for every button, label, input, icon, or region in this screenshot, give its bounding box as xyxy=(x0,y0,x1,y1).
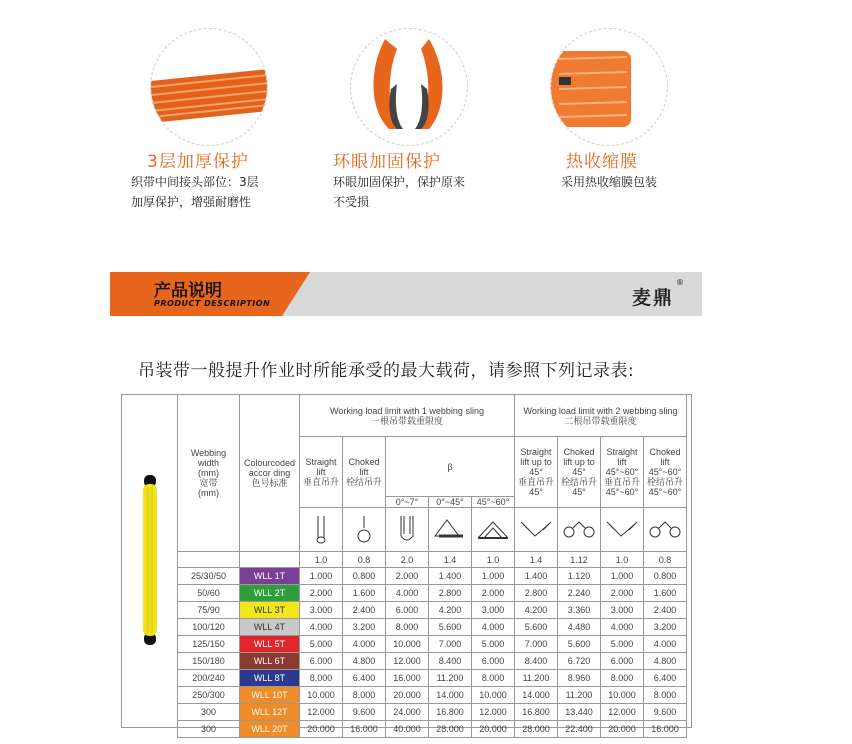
load-value-cell: 4.000 xyxy=(472,619,515,636)
load-value-cell: 12.000 xyxy=(300,704,343,721)
table-row xyxy=(178,721,687,738)
sling-icon xyxy=(140,475,160,645)
load-value-cell: 5.600 xyxy=(515,619,558,636)
factor-cell: 1.0 xyxy=(601,552,644,568)
factor-cell: 1.0 xyxy=(300,552,343,568)
factor-blank xyxy=(240,552,300,568)
load-value-cell: 6.000 xyxy=(300,653,343,670)
colour-code-cell: WLL 8T xyxy=(240,670,300,687)
load-value-cell: 10.000 xyxy=(601,687,644,704)
load-value-cell: 16.800 xyxy=(515,704,558,721)
load-value-cell: 5.000 xyxy=(472,636,515,653)
load-value-cell: 6.000 xyxy=(386,602,429,619)
load-value-cell: 4.000 xyxy=(343,636,386,653)
product-description-banner xyxy=(110,272,702,316)
col-colour-header: Colourcoded accor ding 色号标准 xyxy=(240,395,300,552)
load-value-cell: 8.400 xyxy=(515,653,558,670)
load-value-cell: 1.600 xyxy=(343,585,386,602)
width-cell: 125/150 xyxy=(178,636,240,653)
beta-angle-2: 0°~45° xyxy=(429,497,472,508)
h2-choked60: Choked lift 45°~60° 栓结吊升 45°~60° xyxy=(644,437,687,508)
colour-code-cell: WLL 3T xyxy=(240,602,300,619)
h-straight: Straight lift 垂直吊升 xyxy=(300,437,343,508)
load-value-cell: 6.400 xyxy=(644,670,687,687)
group2-header: Working load limit with 2 webbing sling 二根吊带载重限度 xyxy=(515,395,687,437)
load-value-cell: 0.800 xyxy=(644,568,687,585)
factor-cell: 0.8 xyxy=(644,552,687,568)
eye-loop-icon xyxy=(351,29,468,146)
banner-title: 产品说明 xyxy=(154,281,222,301)
diagram-2-choked45-icon xyxy=(558,508,601,552)
banner-subtitle: PRODUCT DESCRIPTION xyxy=(154,299,271,308)
load-value-cell: 10.000 xyxy=(472,687,515,704)
load-value-cell: 6.000 xyxy=(601,653,644,670)
factor-cell: 1.4 xyxy=(429,552,472,568)
load-value-cell: 16.000 xyxy=(343,721,386,738)
load-value-cell: 5.000 xyxy=(601,636,644,653)
factor-cell: 1.12 xyxy=(558,552,601,568)
load-value-cell: 8.000 xyxy=(343,687,386,704)
factor-cell: 1.4 xyxy=(515,552,558,568)
width-cell: 300 xyxy=(178,704,240,721)
h2-straight45: Straight lift up to 45° 垂直吊升 45° xyxy=(515,437,558,508)
width-cell: 150/180 xyxy=(178,653,240,670)
h2-straight60: Straight lift 45°~60° 垂直吊升 45°~60° xyxy=(601,437,644,508)
load-value-cell: 16.800 xyxy=(429,704,472,721)
load-value-cell: 1.000 xyxy=(300,568,343,585)
colour-code-cell: WLL 4T xyxy=(240,619,300,636)
feature-3-title: 热收缩膜 xyxy=(566,152,638,172)
width-cell: 200/240 xyxy=(178,670,240,687)
diagram-choked-icon xyxy=(343,508,386,552)
load-value-cell: 11.200 xyxy=(429,670,472,687)
table-row xyxy=(178,670,687,687)
load-value-cell: 2.000 xyxy=(386,568,429,585)
width-cell: 75/90 xyxy=(178,602,240,619)
diagram-2-straight60-icon xyxy=(601,508,644,552)
brand-name: 麦鼎 xyxy=(631,287,674,309)
width-cell: 25/30/50 xyxy=(178,568,240,585)
load-value-cell: 6.720 xyxy=(558,653,601,670)
load-value-cell: 1.400 xyxy=(515,568,558,585)
table-row xyxy=(178,653,687,670)
diagram-basket60-icon xyxy=(472,508,515,552)
load-value-cell: 4.800 xyxy=(644,653,687,670)
load-value-cell: 2.000 xyxy=(300,585,343,602)
diagram-2-straight45-icon xyxy=(515,508,558,552)
load-value-cell: 9.600 xyxy=(644,704,687,721)
load-value-cell: 2.400 xyxy=(644,602,687,619)
width-cell: 50/60 xyxy=(178,585,240,602)
load-value-cell: 8.000 xyxy=(472,670,515,687)
load-value-cell: 28.000 xyxy=(515,721,558,738)
load-value-cell: 12.000 xyxy=(386,653,429,670)
feature-2-title: 环眼加固保护 xyxy=(333,152,441,172)
feature-1-title: 3层加厚保护 xyxy=(147,152,249,172)
load-value-cell: 8.960 xyxy=(558,670,601,687)
load-value-cell: 2.240 xyxy=(558,585,601,602)
table-row xyxy=(178,619,687,636)
intro-text: 吊装带一般提升作业时所能承受的最大载荷，请参照下列记录表: xyxy=(138,361,635,381)
load-value-cell: 11.200 xyxy=(558,687,601,704)
load-value-cell: 3.200 xyxy=(343,619,386,636)
table-row xyxy=(178,602,687,619)
h-choked: Choked lift 栓结吊升 xyxy=(343,437,386,508)
beta-angle-3: 45°~60° xyxy=(472,497,515,508)
load-value-cell: 20.000 xyxy=(300,721,343,738)
load-value-cell: 2.800 xyxy=(515,585,558,602)
load-value-cell: 22.400 xyxy=(558,721,601,738)
factor-cell: 2.0 xyxy=(386,552,429,568)
width-cell: 300 xyxy=(178,721,240,738)
load-value-cell: 4.480 xyxy=(558,619,601,636)
feature-3-desc: 采用热收缩膜包装 xyxy=(561,175,658,189)
load-value-cell: 2.000 xyxy=(601,585,644,602)
package-image xyxy=(550,28,668,146)
table-row xyxy=(178,585,687,602)
load-value-cell: 1.000 xyxy=(472,568,515,585)
colour-code-cell: WLL 12T xyxy=(240,704,300,721)
load-value-cell: 6.400 xyxy=(343,670,386,687)
load-value-cell: 10.000 xyxy=(300,687,343,704)
load-value-cell: 3.000 xyxy=(472,602,515,619)
webbing-image xyxy=(150,28,268,146)
load-value-cell: 10.000 xyxy=(386,636,429,653)
load-value-cell: 24.000 xyxy=(386,704,429,721)
table-row xyxy=(178,687,687,704)
table-row xyxy=(178,704,687,721)
load-value-cell: 16.000 xyxy=(386,670,429,687)
load-value-cell: 20.000 xyxy=(601,721,644,738)
diagram-straight-icon xyxy=(300,508,343,552)
colour-code-cell: WLL 10T xyxy=(240,687,300,704)
colour-code-cell: WLL 1T xyxy=(240,568,300,585)
load-table xyxy=(177,394,687,738)
beta-angle-1: 0°~7° xyxy=(386,497,429,508)
feature-1-desc: 织带中间接头部位：3层 加厚保护，增强耐磨性 xyxy=(131,175,259,209)
width-cell: 100/120 xyxy=(178,619,240,636)
load-value-cell: 12.000 xyxy=(601,704,644,721)
load-value-cell: 13.440 xyxy=(558,704,601,721)
eye-loop-image xyxy=(350,28,468,146)
load-value-cell: 7.000 xyxy=(515,636,558,653)
load-value-cell: 2.400 xyxy=(343,602,386,619)
load-value-cell: 1.000 xyxy=(601,568,644,585)
factor-cell: 1.0 xyxy=(472,552,515,568)
load-value-cell: 3.360 xyxy=(558,602,601,619)
webbing-icon xyxy=(151,29,268,146)
load-value-cell: 5.000 xyxy=(300,636,343,653)
load-value-cell: 28.000 xyxy=(429,721,472,738)
colour-code-cell: WLL 20T xyxy=(240,721,300,738)
load-value-cell: 11.200 xyxy=(515,670,558,687)
load-value-cell: 1.400 xyxy=(429,568,472,585)
load-value-cell: 2.800 xyxy=(429,585,472,602)
colour-code-cell: WLL 5T xyxy=(240,636,300,653)
load-value-cell: 1.120 xyxy=(558,568,601,585)
table-row xyxy=(178,636,687,653)
load-value-cell: 0.800 xyxy=(343,568,386,585)
load-value-cell: 4.000 xyxy=(601,619,644,636)
load-value-cell: 20.000 xyxy=(386,687,429,704)
load-value-cell: 4.200 xyxy=(515,602,558,619)
h-beta: β xyxy=(386,437,515,497)
load-value-cell: 9.600 xyxy=(343,704,386,721)
load-value-cell: 4.200 xyxy=(429,602,472,619)
load-table-panel xyxy=(121,394,692,734)
load-value-cell: 20.000 xyxy=(472,721,515,738)
col-width-header: Webbing width (mm) 宽带 (mm) xyxy=(178,395,240,552)
load-value-cell: 12.000 xyxy=(472,704,515,721)
load-value-cell: 4.800 xyxy=(343,653,386,670)
load-value-cell: 8.000 xyxy=(601,670,644,687)
load-value-cell: 14.000 xyxy=(429,687,472,704)
load-value-cell: 3.000 xyxy=(300,602,343,619)
colour-code-cell: WLL 6T xyxy=(240,653,300,670)
diagram-2-choked60-icon xyxy=(644,508,687,552)
feature-2-desc: 环眼加固保护，保护原来 不受损 xyxy=(333,175,466,209)
load-value-cell: 8.000 xyxy=(300,670,343,687)
registered-mark: ® xyxy=(676,278,684,287)
load-value-cell: 3.000 xyxy=(601,602,644,619)
h2-choked45: Choked lift up to 45° 栓结吊升 45° xyxy=(558,437,601,508)
diagram-basket-icon xyxy=(386,508,429,552)
factor-blank xyxy=(178,552,240,568)
width-cell: 250/300 xyxy=(178,687,240,704)
diagram-basket45-icon xyxy=(429,508,472,552)
load-value-cell: 4.000 xyxy=(386,585,429,602)
load-value-cell: 8.400 xyxy=(429,653,472,670)
load-value-cell: 4.000 xyxy=(644,636,687,653)
group1-header: Working load limit with 1 webbing sling 一根吊带载重限度 xyxy=(300,395,515,437)
colour-code-cell: WLL 2T xyxy=(240,585,300,602)
load-value-cell: 1.600 xyxy=(644,585,687,602)
load-value-cell: 7.000 xyxy=(429,636,472,653)
load-value-cell: 5.600 xyxy=(429,619,472,636)
table-row xyxy=(178,568,687,585)
load-value-cell: 3.200 xyxy=(644,619,687,636)
load-value-cell: 4.000 xyxy=(300,619,343,636)
load-value-cell: 16.000 xyxy=(644,721,687,738)
load-value-cell: 6.000 xyxy=(472,653,515,670)
load-value-cell: 14.000 xyxy=(515,687,558,704)
factor-cell: 0.8 xyxy=(343,552,386,568)
load-value-cell: 8.000 xyxy=(386,619,429,636)
load-value-cell: 8.000 xyxy=(644,687,687,704)
package-icon xyxy=(551,29,668,146)
load-value-cell: 2.000 xyxy=(472,585,515,602)
load-value-cell: 40.000 xyxy=(386,721,429,738)
load-value-cell: 5.600 xyxy=(558,636,601,653)
